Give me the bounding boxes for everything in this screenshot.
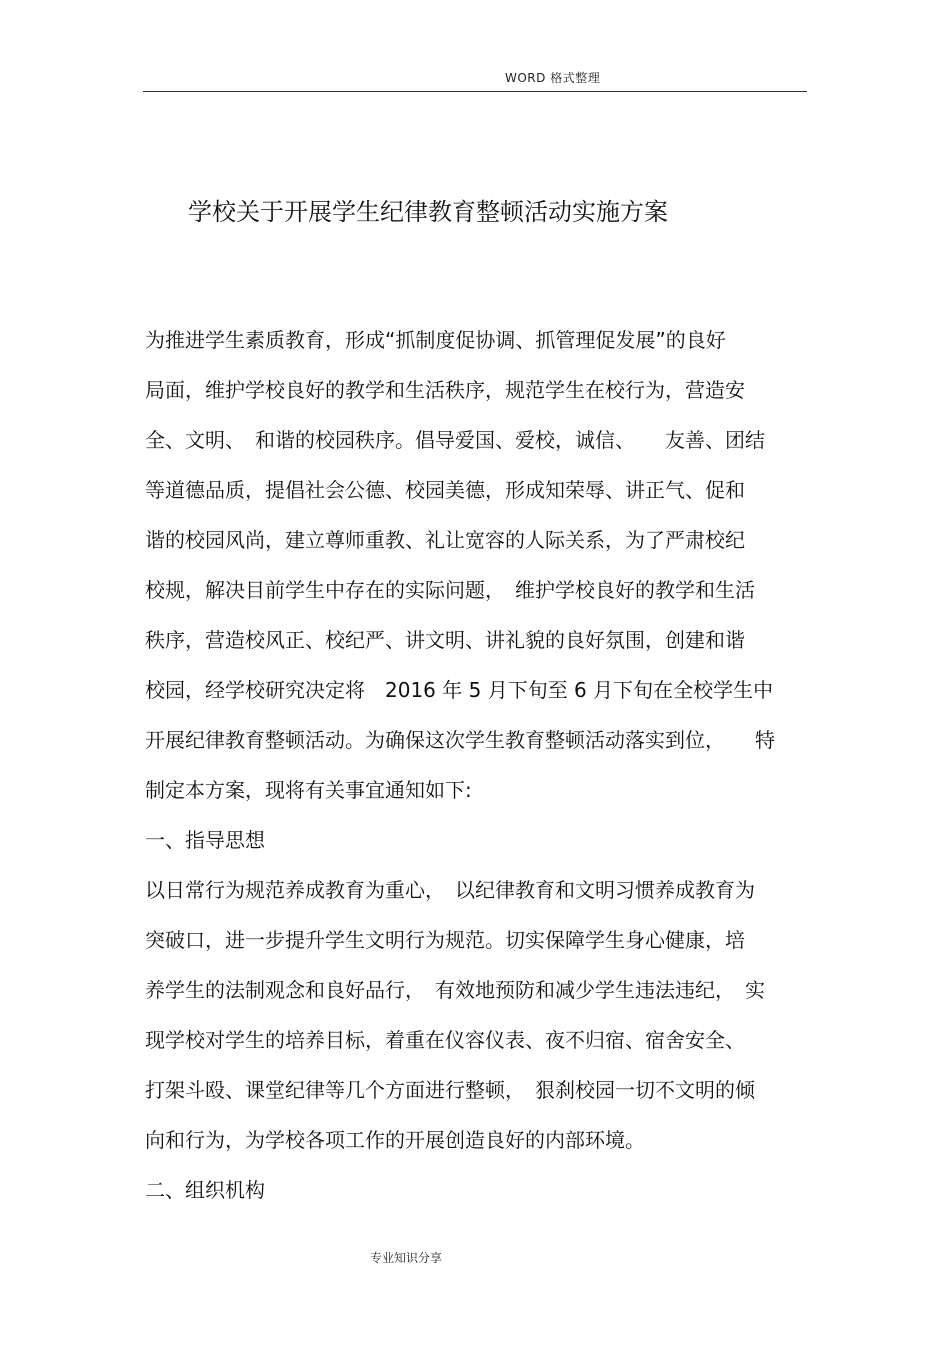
body-line: 全、文明、 和谐的校园秩序。倡导爱国、爱校，诚信、 友善、团结 xyxy=(145,428,765,452)
section-heading-guiding-ideology: 一、指导思想 xyxy=(145,828,265,852)
body-line: 向和行为，为学校各项工作的开展创造良好的内部环境。 xyxy=(145,1128,645,1152)
page-header-text: WORD 格式整理 xyxy=(505,71,601,85)
body-line: 校规，解决目前学生中存在的实际问题， 维护学校良好的教学和生活 xyxy=(145,578,755,602)
body-line: 局面，维护学校良好的教学和生活秩序，规范学生在校行为，营造安 xyxy=(145,378,745,402)
section-heading-organization: 二、组织机构 xyxy=(145,1178,265,1202)
body-line: 以日常行为规范养成教育为重心， 以纪律教育和文明习惯养成教育为 xyxy=(145,878,755,902)
body-line: 突破口，进一步提升学生文明行为规范。切实保障学生身心健康，培 xyxy=(145,928,745,952)
body-line: 制定本方案，现将有关事宜通知如下: xyxy=(145,778,472,802)
body-line: 为推进学生素质教育，形成“抓制度促协调、抓管理促发展”的良好 xyxy=(145,328,726,352)
body-line: 谐的校园风尚，建立尊师重教、礼让宽容的人际关系，为了严肃校纪 xyxy=(145,528,745,552)
header-divider xyxy=(143,91,807,92)
body-line: 养学生的法制观念和良好品行， 有效地预防和减少学生违法违纪， 实 xyxy=(145,978,765,1002)
document-title: 学校关于开展学生纪律教育整顿活动实施方案 xyxy=(188,198,668,226)
body-line: 开展纪律教育整顿活动。为确保这次学生教育整顿活动落实到位， 特 xyxy=(145,728,775,752)
body-line: 校园，经学校研究决定将 2016 年 5 月下旬至 6 月下旬在全校学生中 xyxy=(145,678,774,702)
body-line: 现学校对学生的培养目标，着重在仪容仪表、夜不归宿、宿舍安全、 xyxy=(145,1028,745,1052)
body-line: 等道德品质，提倡社会公德、校园美德，形成知荣辱、讲正气、促和 xyxy=(145,478,745,502)
body-line: 打架斗殴、课堂纪律等几个方面进行整顿， 狠刹校园一切不文明的倾 xyxy=(145,1078,755,1102)
body-line: 秩序，营造校风正、校纪严、讲文明、讲礼貌的良好氛围，创建和谐 xyxy=(145,628,745,652)
page-footer-text: 专业知识分享 xyxy=(370,1251,443,1265)
